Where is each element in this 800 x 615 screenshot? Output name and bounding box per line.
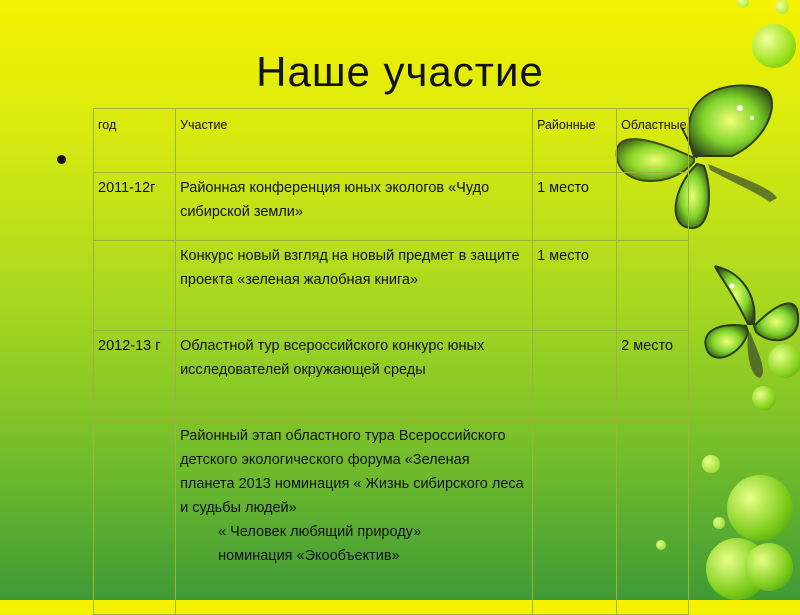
bullet-point: [57, 155, 66, 164]
cell-regional: 2 место: [617, 331, 689, 421]
bubble-decoration: [737, 0, 749, 8]
cell-district: 1 место: [533, 173, 617, 241]
header-year: год: [94, 109, 176, 173]
cell-participation: Областной тур всероссийского конкурс юных исследователей окружающей среды: [176, 331, 533, 421]
bubble-decoration: [713, 517, 725, 529]
header-participation: Участие: [176, 109, 533, 173]
bubble-decoration: [745, 543, 793, 591]
cell-year: 2012-13 г: [94, 331, 176, 421]
cell-participation: [176, 421, 533, 615]
participation-text-line3: номинация «Экообъектив»: [218, 548, 400, 564]
table-header-row: [94, 109, 689, 173]
bubble-decoration: [727, 475, 793, 541]
participation-table: [93, 108, 689, 615]
cell-district: 1 место: [533, 241, 617, 331]
cell-regional: [617, 421, 689, 615]
participation-text: Районный этап областного тура Всероссийского детского экологического форума «Зеленая планета 2013 номинация « Жизнь сибирского леса и судьбы людей»: [180, 428, 524, 516]
participation-text-line2: « Человек любящий природу»: [218, 524, 422, 540]
table-row: [94, 173, 689, 241]
page-title: Наше участие: [256, 48, 544, 95]
cell-regional: [617, 241, 689, 331]
cell-district: [533, 331, 617, 421]
cell-participation: Районная конференция юных экологов «Чудо сибирской земли»: [176, 173, 533, 241]
cell-year: [94, 421, 176, 615]
cell-regional: [617, 173, 689, 241]
header-district: Районные: [533, 109, 617, 173]
bubble-decoration: [752, 386, 776, 410]
bubble-decoration: [702, 455, 720, 473]
table-row: [94, 421, 689, 615]
bubble-decoration: [775, 0, 789, 14]
butterfly-icon: [688, 262, 800, 380]
table-row: [94, 241, 689, 331]
header-regional: Областные: [617, 109, 689, 173]
table-row: [94, 331, 689, 421]
cell-participation: Конкурс новый взгляд на новый предмет в защите проекта «зеленая жалобная книга»: [176, 241, 533, 331]
cell-year: 2011-12г: [94, 173, 176, 241]
cell-year: [94, 241, 176, 331]
cell-district: [533, 421, 617, 615]
